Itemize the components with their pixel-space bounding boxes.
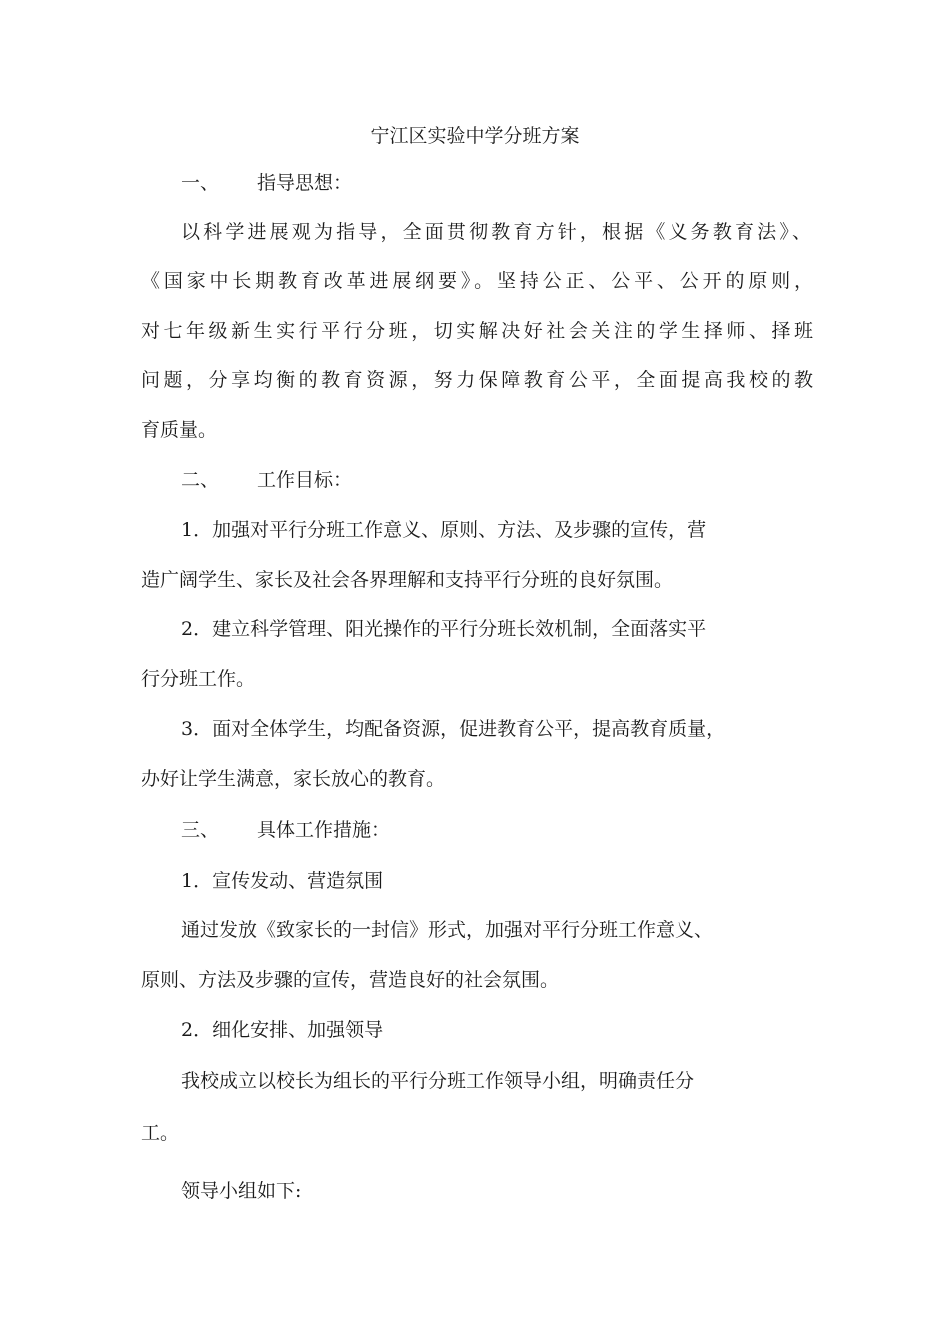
section-title: 工作目标： (257, 469, 353, 491)
section-title: 指导思想： (257, 172, 353, 194)
paragraph-line: 通过发放《致家长的一封信》形式，加强对平行分班工作意义、 (181, 919, 714, 941)
list-item-line: 行分班工作。 (141, 668, 256, 690)
paragraph-line: 我校成立以校长为组长的平行分班工作领导小组，明确责任分 (181, 1070, 695, 1092)
paragraph-line: 工。 (141, 1122, 180, 1144)
section-title: 具体工作措施： (257, 819, 391, 841)
list-item-line: 2．建立科学管理、阳光操作的平行分班长效机制，全面落实平 (181, 618, 707, 640)
paragraph-line: 原则、方法及步骤的宣传，营造良好的社会氛围。 (141, 969, 560, 991)
list-item-line: 3．面对全体学生，均配备资源，促进教育公平，提高教育质量， (181, 718, 726, 740)
section-number: 三、 (181, 819, 220, 841)
section-heading-1 (181, 171, 352, 195)
section-number: 二、 (181, 469, 220, 491)
paragraph-line: 以科学进展观为指导，全面贯彻教育方针，根据《义务教育法》、 (181, 221, 811, 243)
paragraph-line: 《国家中长期教育改革进展纲要》。坚持公正、公平、公开的原则， (141, 270, 813, 292)
section-heading-2 (181, 468, 352, 492)
paragraph-line: 领导小组如下: (181, 1180, 302, 1202)
page-title: 宁江区实验中学分班方案 (370, 125, 580, 147)
list-item-line: 1．加强对平行分班工作意义、原则、方法、及步骤的宣传，营 (181, 519, 707, 541)
paragraph-line: 对七年级新生实行平行分班，切实解决好社会关注的学生择师、择班 (141, 320, 813, 342)
paragraph-line: 育质量。 (141, 419, 218, 441)
section-heading-3 (181, 818, 390, 842)
subsection-title: 2．细化安排、加强领导 (181, 1019, 384, 1041)
paragraph-line: 问题，分享均衡的教育资源，努力保障教育公平，全面提高我校的教 (141, 369, 813, 391)
list-item-line: 造广阔学生、家长及社会各界理解和支持平行分班的良好氛围。 (141, 569, 674, 591)
subsection-title: 1．宣传发动、营造氛围 (181, 870, 384, 892)
list-item-line: 办好让学生满意，家长放心的教育。 (141, 768, 446, 790)
section-number: 一、 (181, 172, 220, 194)
